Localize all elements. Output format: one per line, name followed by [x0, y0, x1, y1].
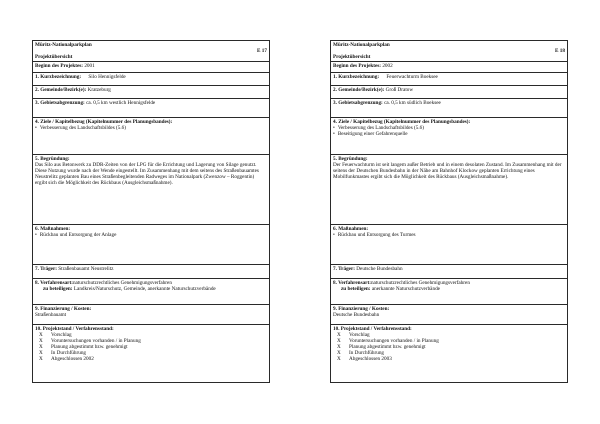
status-line: X Abgeschlossen 2002	[39, 356, 94, 363]
sheet-header	[33, 41, 269, 61]
section-measures	[331, 224, 567, 264]
justification-text: Das Silo aus Betonwerk zu DDR-Zeiten von der LPG für die Errichtung und Lagerung von Silage genutzt. Diese Nutzung wurde nach der Wende eingestellt. Im Zusammenhang mit dem seitens des Straßenbauamtes Neustrelitz geplanten Bau eines Straßenbegleitenden Radweges im Nationalpark (Zwenzow – Roggentin) ergibt sich die Möglichkeit des Rückbaus (Ausgleichsmaßnahme).	[35, 162, 259, 187]
procedure-value: naturschutzrechtliches Genehmigungsverfahren	[72, 280, 172, 286]
sponsor-value: Straßenbauamt Neustrelitz	[58, 266, 114, 272]
procedure-label: 8. Verfahrensart:	[35, 280, 73, 286]
status-line: X Abgeschlossen 2003	[337, 356, 392, 363]
financing-value: Deutsche Bundesbahn	[333, 312, 380, 319]
justification-text: Der Feuerwachturm ist seit langem außer Betrieb und in einem desolaten Zustand. Im Zusammenhang mit der seitens der Deutschen Bundesbahn in der Nähe am Bahnhof Klockow geplanten Errichtung eines Mobilfunkmastes ergibt sich die Möglichkeit des Rückbaus (Ausgleichsmaßnahme).	[333, 162, 562, 181]
procedure-value: naturschutzrechtliches Genehmigungsverfahren	[370, 280, 470, 286]
section-short-name	[331, 72, 567, 85]
report-label-visible: Projektübersicht	[35, 54, 73, 61]
start-value: 2002	[382, 63, 393, 69]
status-line: X Voruntersuchungen vorhanden / in Planung	[337, 338, 439, 345]
status-line: X In Durchführung	[39, 350, 87, 357]
section-goals	[331, 117, 567, 154]
goal-item: • Beseitigung einer Gefahrenquelle	[333, 131, 565, 137]
start-label: Beginn des Projektes:	[35, 63, 84, 69]
section-status	[33, 324, 269, 382]
status-label: 10. Projektstand / Verfahrensstand:	[35, 326, 114, 332]
goals-label: 4. Ziele / Kapitelbezug (Kapitelnummer des Planungsbandes):	[333, 119, 471, 125]
short-name-value: Silo Hennigsfelde	[88, 74, 126, 80]
area-value: ca. 0,5 km südlich Boeksee	[384, 100, 441, 106]
section-justification	[33, 154, 269, 224]
measure-item: • Rückbau und Entsorgung der Anlage	[35, 232, 267, 238]
section-short-name	[33, 72, 269, 85]
section-financing	[331, 304, 567, 324]
municipality-value: Groß Dratow	[385, 87, 414, 93]
project-sheet-e18	[330, 40, 568, 383]
municipality-label: 2. Gemeinde/Bezirk(e):	[35, 87, 87, 93]
municipality-value: Kratzeburg	[87, 87, 111, 93]
plan-title: Müritz-Nationalparkplan	[333, 42, 390, 48]
measures-label: 6. Maßnahmen:	[35, 226, 71, 232]
financing-label: 9. Finanzierung / Kosten:	[333, 306, 390, 312]
measures-label: 6. Maßnahmen:	[333, 226, 369, 232]
sponsor-label: 7. Träger:	[35, 266, 57, 272]
area-label: 3. Gebietsabgrenzung:	[35, 100, 85, 106]
section-municipality	[331, 85, 567, 98]
procedure-label: 8. Verfahrensart:	[333, 280, 371, 286]
sponsor-value: Deutsche Bundesbahn	[356, 266, 403, 272]
participants-label: zu beteiligen:	[43, 286, 73, 293]
status-label: 10. Projektstand / Verfahrensstand:	[333, 326, 412, 332]
start-value: 2001	[84, 63, 95, 69]
section-sponsor	[33, 264, 269, 278]
section-sponsor	[331, 264, 567, 278]
project-code: E 18	[555, 48, 565, 55]
financing-value: Straßenbauamt	[35, 312, 67, 319]
section-municipality	[33, 85, 269, 98]
plan-title: Müritz-Nationalparkplan	[35, 42, 92, 48]
area-value: ca. 0,5 km westlich Hennigsfelde	[86, 100, 156, 106]
section-justification	[331, 154, 567, 224]
section-procedure	[331, 278, 567, 304]
section-area	[331, 98, 567, 117]
short-name-label: 1. Kurzbezeichnung:	[333, 74, 380, 80]
area-label: 3. Gebietsabgrenzung:	[333, 100, 383, 106]
status-line: X Vorschlag	[337, 332, 370, 339]
participants-label: zu beteiligen:	[341, 286, 371, 293]
start-label: Beginn des Projektes:	[333, 63, 382, 69]
participants-value: Landkreis/Naturschutz, Gemeinde, anerkannte Naturschutzverbände	[73, 286, 216, 293]
justification-label: 5. Begründung:	[333, 156, 368, 162]
goal-item: • Verbesserung des Landschaftsbildes (5.6)	[333, 125, 565, 131]
short-name-value: Feuerwachturm Boeksee	[386, 74, 438, 80]
short-name-label: 1. Kurzbezeichnung:	[35, 74, 82, 80]
project-sheet-e17	[32, 40, 270, 383]
status-line: X Voruntersuchungen vorhanden / in Planung	[39, 338, 141, 345]
participants-value: anerkannte Naturschutzverbände	[371, 286, 440, 293]
status-line: X Planung abgestimmt bzw. genehmigt	[39, 344, 128, 351]
section-procedure	[33, 278, 269, 304]
section-financing	[33, 304, 269, 324]
sheet-header	[331, 41, 567, 61]
section-status	[331, 324, 567, 382]
report-label-visible: Projektübersicht	[333, 54, 371, 61]
section-goals	[33, 117, 269, 154]
status-line: X Planung abgestimmt bzw. genehmigt	[337, 344, 426, 351]
status-line: X Vorschlag	[39, 332, 72, 339]
section-measures	[33, 224, 269, 264]
section-area	[33, 98, 269, 117]
municipality-label: 2. Gemeinde/Bezirk(e):	[333, 87, 385, 93]
project-start	[33, 61, 269, 72]
sponsor-label: 7. Träger:	[333, 266, 355, 272]
status-line: X In Durchführung	[337, 350, 385, 357]
goals-label: 4. Ziele / Kapitelbezug (Kapitelnummer des Planungsbandes):	[35, 119, 173, 125]
financing-label: 9. Finanzierung / Kosten:	[35, 306, 92, 312]
goal-item: • Verbesserung des Landschaftsbildes (5.6)	[35, 125, 267, 131]
project-code: E 17	[257, 48, 267, 55]
measure-item: • Rückbau und Entsorgung des Turmes	[333, 232, 565, 238]
project-start	[331, 61, 567, 72]
justification-label: 5. Begründung:	[35, 156, 70, 162]
